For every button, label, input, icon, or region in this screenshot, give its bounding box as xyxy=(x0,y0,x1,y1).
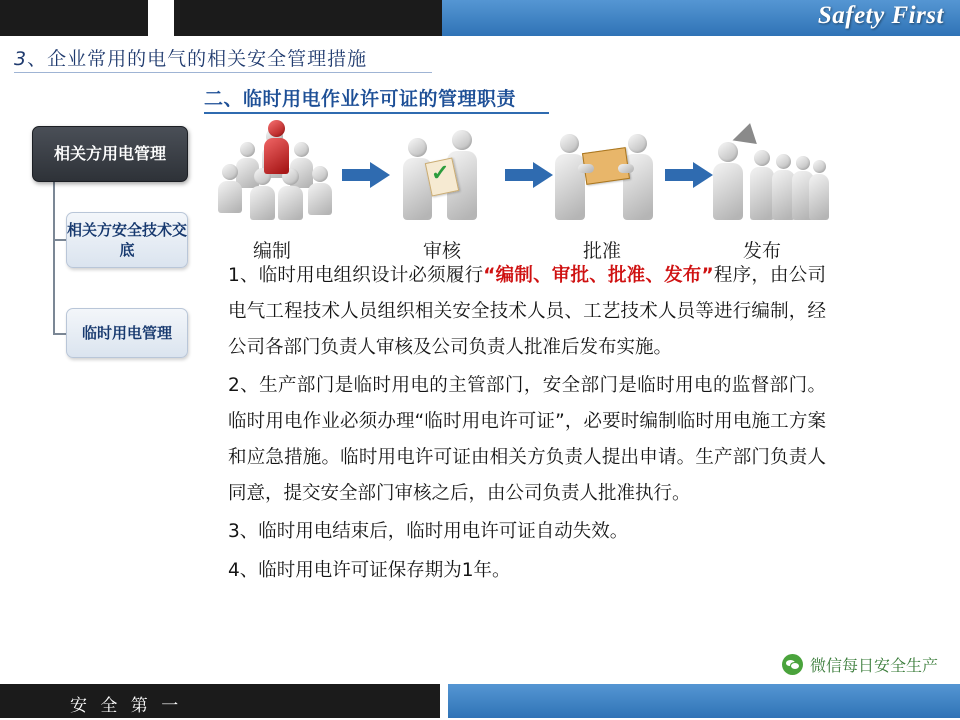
flow-box-sub-1[interactable] xyxy=(66,212,188,268)
handover-document-figures-icon xyxy=(554,120,662,228)
crowd-highlight-figure-icon xyxy=(262,120,290,186)
process-step-4-label: 发布 xyxy=(742,240,781,262)
flow-box-main-label: 相关方用电管理 xyxy=(53,144,166,164)
banner-title: Safety First xyxy=(817,2,944,29)
section-heading-divider xyxy=(14,72,432,73)
bottom-blue-block xyxy=(448,684,960,718)
body-paragraph-2: 2、生产部门是临时用电的主管部门，安全部门是临时用电的监督部门。临时用电作业必须办理“临时用电许可证”，必要时编制临时用电施工方案和应急措施。临时用电许可证由相关方负责人提出申请。生产部门负责人同意，提交安全部门审核之后，由公司负责人批准执行。 xyxy=(228,375,826,505)
banner-dark-block-mid xyxy=(174,0,442,36)
top-banner xyxy=(0,0,960,36)
section-heading-text: 、企业常用的电气的相关安全管理措施 xyxy=(27,48,368,70)
section-heading xyxy=(14,44,367,71)
bottom-banner-label: 安 全 第 一 xyxy=(70,696,183,716)
flow-box-sub-1-label: 相关方安全技术交底 xyxy=(67,220,188,259)
body-paragraph-1 xyxy=(228,258,826,366)
banner-gap xyxy=(148,0,174,36)
body-paragraph-4: 4、临时用电许可证保存期为1年。 xyxy=(228,559,511,581)
banner-dark-block-left xyxy=(0,0,148,36)
body-p1-highlight: “编制、审批、批准、发布” xyxy=(483,265,714,286)
flow-connector-branch-2 xyxy=(53,333,67,335)
process-step-3-label: 批准 xyxy=(582,240,621,262)
wechat-icon xyxy=(782,654,803,675)
process-arrow-3-icon xyxy=(665,162,713,188)
left-flow-panel xyxy=(20,120,200,370)
process-step-4-graphic xyxy=(710,118,825,228)
process-step-1-graphic xyxy=(218,118,333,228)
page-title: 二、临时用电作业许可证的管理职责 xyxy=(204,88,517,110)
body-text xyxy=(228,258,826,591)
checkmark-icon: ✓ xyxy=(431,160,450,185)
wechat-watermark-label: 微信每日安全生产 xyxy=(809,656,938,675)
flow-connector-vertical xyxy=(53,182,55,334)
process-arrow-1-icon xyxy=(342,162,390,188)
body-p1-part-b: 程序，由公司电气工程技术人员组织相关安全技术人员、工艺技术人员等进行编制，经公司各部门负责人审核及公司负责人批准后发布实施。 xyxy=(228,265,826,359)
process-step-3-graphic xyxy=(550,118,665,228)
process-step-1-label: 编制 xyxy=(252,240,291,262)
flow-box-sub-2[interactable] xyxy=(66,308,188,358)
bottom-banner xyxy=(0,680,960,720)
review-checkmark-figure-icon xyxy=(400,120,495,228)
section-heading-number: 3 xyxy=(14,48,28,70)
page-title-underline xyxy=(204,112,549,114)
body-p1-part-a: 1、临时用电组织设计必须履行 xyxy=(228,265,484,286)
body-paragraph-3: 3、临时用电结束后，临时用电许可证自动失效。 xyxy=(228,521,629,543)
bottom-dark-block xyxy=(0,684,440,718)
process-step-2-label: 审核 xyxy=(422,240,461,262)
process-diagram xyxy=(210,118,850,263)
megaphone-announce-figures-icon xyxy=(710,120,828,228)
flow-box-main[interactable] xyxy=(32,126,188,182)
wechat-watermark xyxy=(782,653,938,676)
flow-connector-branch-1 xyxy=(53,239,67,241)
flow-box-sub-2-label: 临时用电管理 xyxy=(81,323,172,342)
process-step-2-graphic xyxy=(390,118,505,228)
process-arrow-2-icon xyxy=(505,162,553,188)
